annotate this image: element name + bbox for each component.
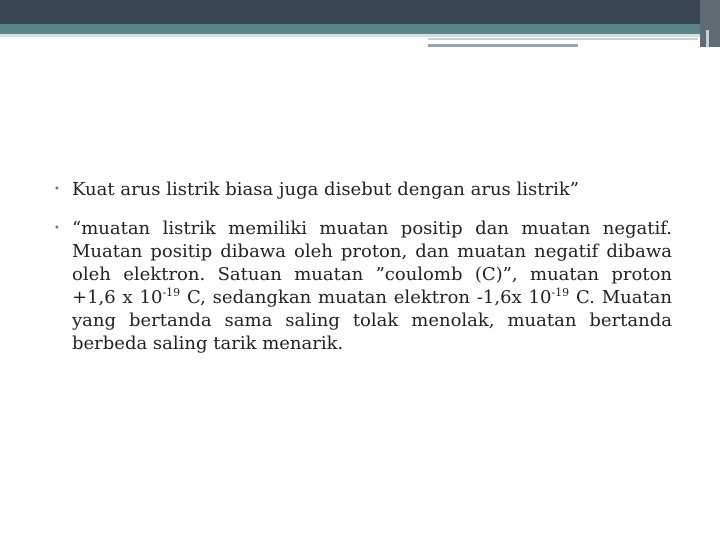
bullet-item [48, 217, 672, 355]
bullet-text-part: C. Muatan yang bertanda sama saling tolak menolak, muatan bertanda berbeda saling tarik menarik. [72, 287, 673, 354]
bullet-icon: • [54, 184, 60, 195]
superscript-exponent: -19 [551, 286, 570, 299]
bullet-text-part: “muatan listrik memiliki muatan positip dan muatan negatif. Muatan positip dibawa oleh proton, dan muatan negatif dibawa oleh elektron. Satuan muatan ”coulomb (C)”, muatan proton +1,6 x 10 [72, 218, 672, 308]
header-band-light [0, 34, 720, 37]
header-accent-line [428, 44, 578, 47]
header-band-teal [0, 24, 720, 34]
header-band-dark [0, 0, 720, 24]
header-corner-stripe [706, 30, 709, 47]
slide-body [48, 178, 672, 371]
bullet-text [72, 178, 672, 201]
header-corner-block [700, 0, 720, 47]
bullet-icon: • [54, 223, 60, 234]
bullet-text [72, 217, 672, 355]
superscript-exponent: -19 [162, 286, 181, 299]
bullet-text-part: Kuat arus listrik biasa juga disebut dengan arus listrik” [72, 179, 579, 200]
header-accent-line [428, 38, 698, 40]
bullet-item [48, 178, 672, 201]
bullet-text-part: C, sedangkan muatan elektron -1,6x 10 [180, 287, 552, 308]
